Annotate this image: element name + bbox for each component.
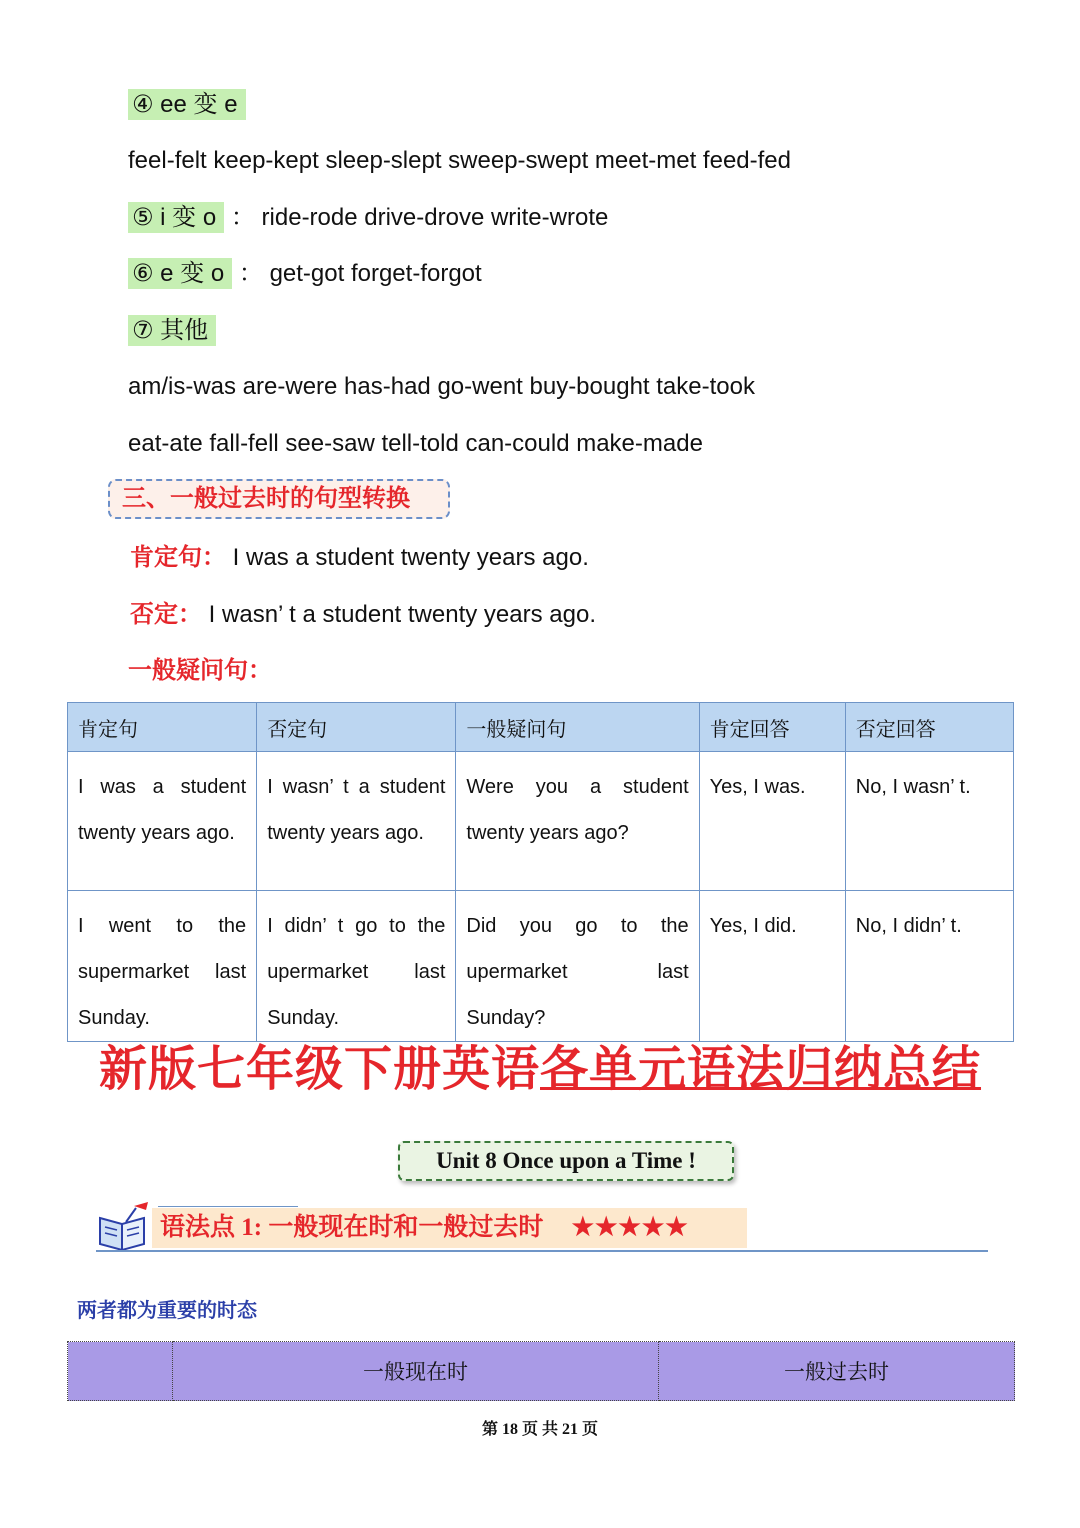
rule-5-sep: ：: [230, 204, 255, 231]
affirmative-sentence: [130, 541, 589, 575]
grammar-point-heading: [152, 1208, 747, 1248]
table-header-row: [68, 703, 1014, 752]
grammar-point-title: 一般现在时和一般过去时: [268, 1214, 544, 1241]
banner-title-part2: 各单元语法归纳总结: [540, 1043, 982, 1096]
sentence-transformation-table: [67, 702, 1014, 1042]
header-past-simple: 一般过去时: [659, 1342, 1015, 1401]
header-affirmative: 肯定句: [68, 703, 257, 752]
table-cell: I was a student twenty years ago.: [68, 752, 257, 891]
rule-7-words-1: am/is-was are-were has-had go-went buy-bought take-took: [128, 373, 755, 400]
both-tenses-note: 两者都为重要的时态: [77, 1300, 257, 1322]
table-cell: I wasn’ t a student twenty years ago.: [257, 752, 456, 891]
header-yes-answer: 肯定回答: [699, 703, 845, 752]
header-question: 一般疑问句: [456, 703, 699, 752]
divider-line: [158, 1206, 298, 1207]
header-present-simple: 一般现在时: [173, 1342, 659, 1401]
table-cell: No, I wasn’ t.: [845, 752, 1013, 891]
banner-title-part1: 新版七年级下册英语: [98, 1043, 540, 1096]
table-cell: I went to the supermarket last Sunday.: [68, 891, 257, 1042]
banner-title: [0, 1040, 1080, 1100]
rule-4-words: feel-felt keep-kept sleep-slept sweep-swept meet-met feed-fed: [128, 147, 791, 174]
negative-text: I wasn’ t a student twenty years ago.: [208, 601, 596, 628]
rule-7-words-2: eat-ate fall-fell see-saw tell-told can-could make-made: [128, 430, 703, 457]
rule-6-sep: ：: [238, 260, 263, 287]
rule-7-label: ⑦ 其他: [128, 314, 216, 348]
rule-6-label: ⑥ e 变 o: [128, 258, 232, 289]
table-row: [68, 891, 1014, 1042]
rule-5: [128, 201, 608, 235]
rule-6-words: get-got forget-forgot: [269, 260, 482, 287]
table-cell: No, I didn’ t.: [845, 891, 1013, 1042]
rule-5-words: ride-rode drive-drove write-wrote: [261, 204, 609, 231]
rating-stars-icon: ★★★★★: [571, 1214, 689, 1241]
header-negative: 否定句: [257, 703, 456, 752]
header-empty: [68, 1342, 173, 1401]
section-3-heading: 三、一般过去时的句型转换: [108, 479, 450, 519]
table-cell: Did you go to the upermarket last Sunday?: [456, 891, 699, 1042]
rule-6: [128, 257, 482, 291]
grammar-point-label: 语法点 1:: [160, 1214, 263, 1241]
table-header-row: [68, 1342, 1015, 1401]
table-cell: Yes, I was.: [699, 752, 845, 891]
rule-5-label: ⑤ i 变 o: [128, 202, 224, 233]
divider-line: [96, 1250, 988, 1252]
rule-4-label: ④ ee 变 e: [128, 88, 246, 122]
table-cell: Were you a student twenty years ago?: [456, 752, 699, 891]
question-label: 一般疑问句：: [128, 658, 272, 684]
negative-label: 否定：: [130, 602, 202, 628]
affirmative-label: 肯定句：: [130, 545, 226, 571]
unit-title: Unit 8 Once upon a Time !: [398, 1141, 734, 1181]
table-cell: Yes, I did.: [699, 891, 845, 1042]
header-no-answer: 否定回答: [845, 703, 1013, 752]
page-number: 第 18 页 共 21 页: [481, 1421, 598, 1438]
affirmative-text: I was a student twenty years ago.: [232, 544, 589, 571]
tense-comparison-table: [67, 1341, 1015, 1401]
book-icon: [96, 1200, 152, 1254]
table-row: [68, 752, 1014, 891]
negative-sentence: [130, 598, 596, 632]
table-cell: I didn’ t go to the upermarket last Sunday.: [257, 891, 456, 1042]
